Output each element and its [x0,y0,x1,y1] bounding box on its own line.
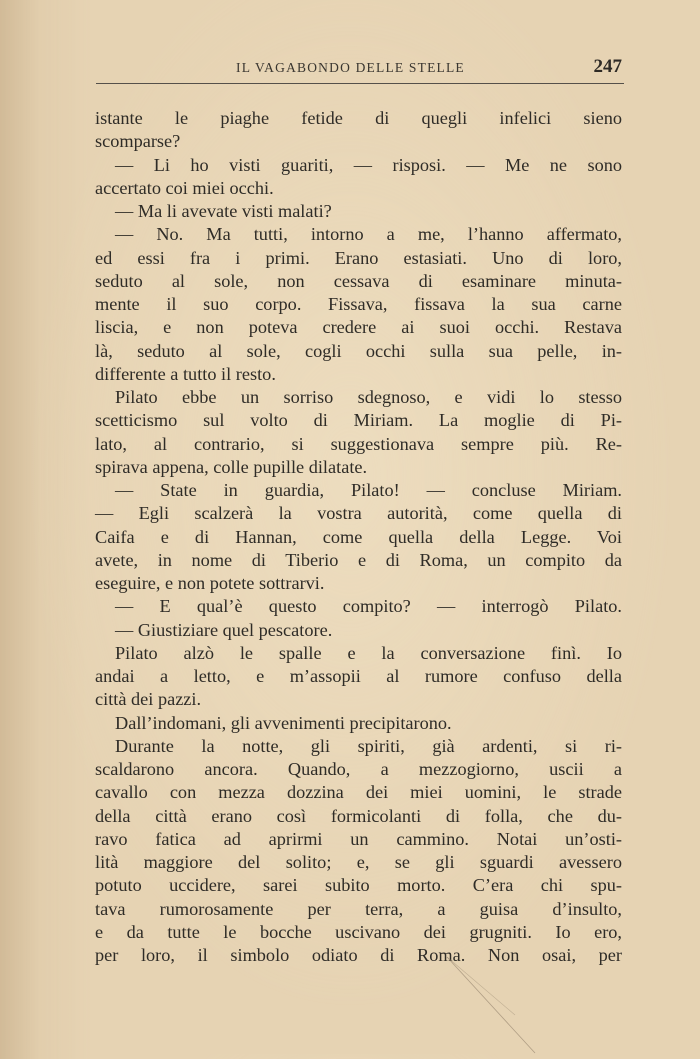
text-line: — E qual’è questo compito? — interrogò Pilato. [115,596,622,617]
text-line: Caifa e di Hannan, come quella della Legge. Voi [95,526,622,547]
page-text [95,107,622,967]
header-rule [96,83,624,84]
text-line: scaldarono ancora. Quando, a mezzogiorno, uscii a [95,759,622,779]
text-line: mente il suo corpo. Fissava, fissava la sua carne [95,294,622,314]
text-line: Pilato ebbe un sorriso sdegnoso, e vidi lo stesso [115,387,622,407]
text-line: scetticismo sul volto di Miriam. La moglie di Pi- [95,410,622,431]
text-line: Dall’indomani, gli avvenimenti precipitarono. [115,712,452,733]
text-line: tava rumorosamente per terra, a guisa d’insulto, [95,898,622,919]
text-line: seduto al sole, non cessava di esaminare minuta- [95,270,622,291]
text-line: della città erano così formicolanti di folla, che du- [95,805,622,826]
text-line: — Ma li avevate visti malati? [115,201,332,221]
text-line: cavallo con mezza dozzina dei miei uomini, le strade [95,782,622,803]
text-line: differente a tutto il resto. [95,363,276,384]
text-line: ravo fatica ad aprirmi un cammino. Notai un’osti- [95,828,622,849]
text-line: Durante la notte, gli spiriti, già ardenti, si ri- [115,735,622,756]
text-line: — No. Ma tutti, intorno a me, l’hanno affermato, [115,224,622,245]
text-line: per loro, il simbolo odiato di Roma. Non osai, per [95,945,622,965]
running-title: IL VAGABONDO DELLE STELLE [236,60,465,75]
text-line: accertato coi miei occhi. [95,177,274,198]
text-line: istante le piaghe fetide di quegli infelici sieno [95,108,622,128]
text-line: avete, in nome di Tiberio e di Roma, un compito da [95,549,622,570]
text-line: ed essi fra i primi. Erano estasiati. Uno di loro, [95,247,622,268]
paper-crease [445,955,545,1055]
text-line: liscia, e non poteva credere ai suoi occhi. Restava [95,317,622,338]
text-line: potuto uccidere, sarei subito morto. C’era chi spu- [95,875,622,896]
text-line: — Li ho visti guariti, — risposi. — Me ne sono [115,154,622,175]
text-line: andai a letto, e m’assopii al rumore confuso della [95,666,622,686]
text-line: — State in guardia, Pilato! — concluse Miriam. [115,480,622,500]
text-line: — Egli scalzerà la vostra autorità, come quella di [95,503,622,524]
page-header [96,48,624,86]
text-line: Pilato alzò le spalle e la conversazione finì. Io [115,642,622,663]
text-line: spirava appena, colle pupille dilatate. [95,456,368,477]
text-line: eseguire, e non potete sottrarvi. [95,573,325,593]
text-line: là, seduto al sole, cogli occhi sulla sua pelle, in- [95,340,622,361]
text-line: lità maggiore del solito; e, se gli sguardi avessero [95,852,622,872]
text-line: e da tutte le bocche uscivano dei grugniti. Io ero, [95,921,622,942]
text-line: scomparse? [95,131,181,152]
text-line: città dei pazzi. [95,689,202,710]
page-number: 247 [593,56,622,77]
text-line: lato, al contrario, si suggestionava sempre più. Re- [95,433,622,454]
text-line: — Giustiziare quel pescatore. [115,619,333,640]
